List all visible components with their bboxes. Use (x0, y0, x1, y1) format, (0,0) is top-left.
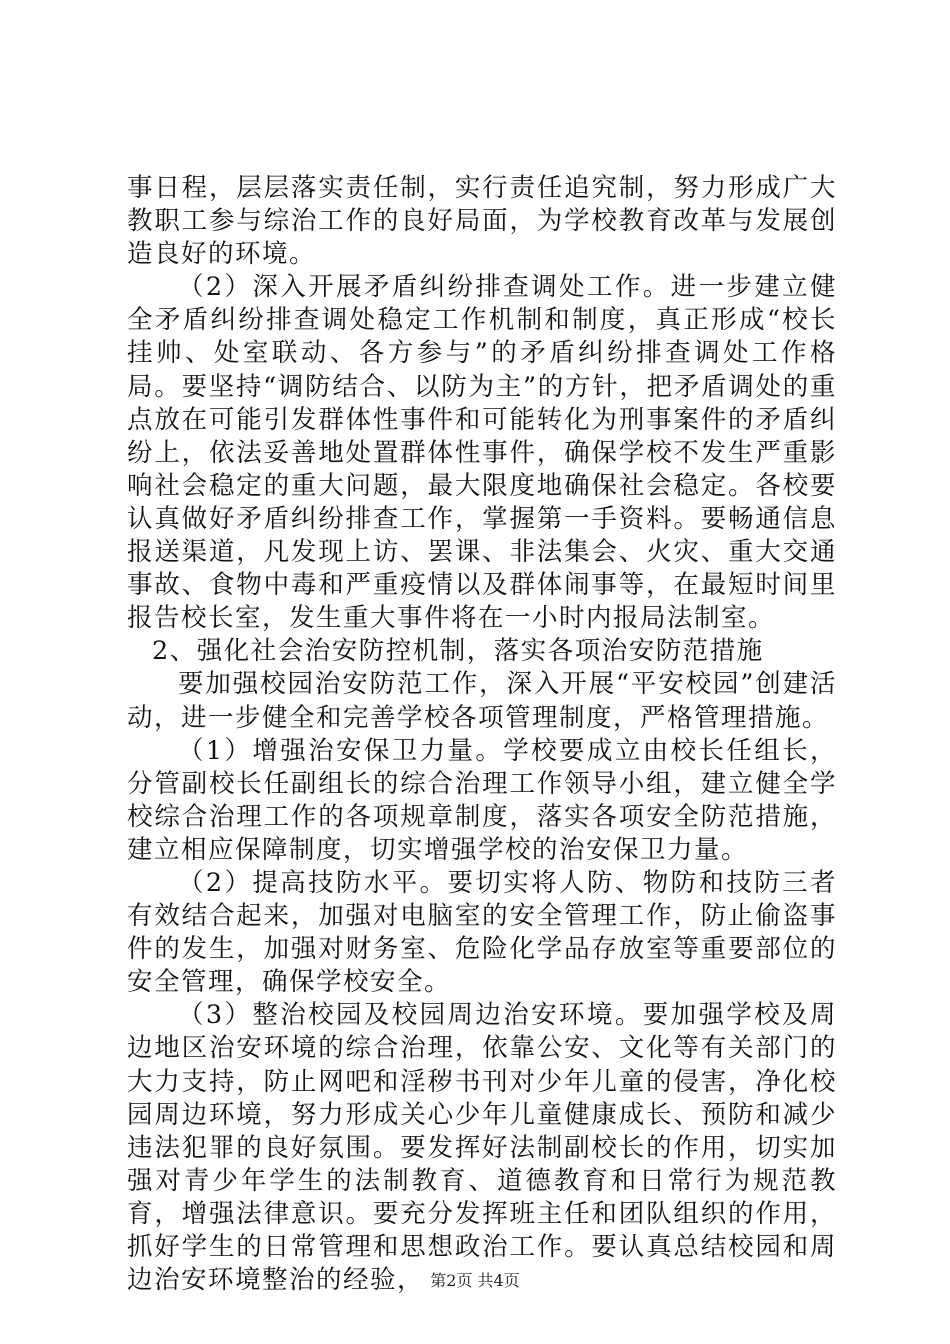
paragraph-item-3-campus: （3）整治校园及校园周边治安环境。要加强学校及周边地区治安环境的综合治理，依靠公安、文化等有关部门的大力支持，防止网吧和淫秽书刊对少年儿童的侵害，净化校园周边环境，努力形成关心少年儿童健康成长、预防和减少违法犯罪的良好氛围。要发挥好法制副校长的作用，切实加强对青少年学生的法制教育、道德教育和日常行为规范教育，增强法律意识。要充分发挥班主任和团队组织的作用，抓好学生的日常管理和思想政治工作。要认真总结校园和周边治安环境整治的经验， (127, 1000, 837, 1296)
paragraph-section-intro: 要加强校园治安防范工作，深入开展“平安校园”创建活动，进一步健全和完善学校各项管理制度，严格管理措施。 (127, 669, 837, 733)
paragraph-continuation: 事日程，层层落实责任制，实行责任追究制，努力形成广大教职工参与综治工作的良好局面，为学校教育改革与发展创造良好的环境。 (127, 173, 837, 270)
paragraph-item-2-tech: （2）提高技防水平。要切实将人防、物防和技防三者有效结合起来，加强对电脑室的安全管理工作，防止偷盗事件的发生，加强对财务室、危险化学品存放室等重要部位的安全管理，确保学校安全。 (127, 867, 837, 998)
document-body (127, 172, 837, 1297)
page-number-footer: 第2页 共4页 (430, 1271, 520, 1290)
section-heading-2: 2、强化社会治安防控机制，落实各项治安防范措施 (152, 636, 764, 667)
paragraph-item-1-security: （1）增强治安保卫力量。学校要成立由校长任组长，分管副校长任副组长的综合治理工作领导小组，建立健全学校综合治理工作的各项规章制度，落实各项安全防范措施，建立相应保障制度，切实增强学校的治安保卫力量。 (127, 735, 837, 865)
paragraph-item-2-dispute: （2）深入开展矛盾纠纷排查调处工作。进一步建立健全矛盾纠纷排查调处稳定工作机制和制度，真正形成“校长挂帅、处室联动、各方参与”的矛盾纠纷排查调处工作格局。要坚持“调防结合、以防为主”的方针，把矛盾调处的重点放在可能引发群体性事件和可能转化为刑事案件的矛盾纠纷上，依法妥善地处置群体性事件，确保学校不发生严重影响社会稳定的重大问题，最大限度地确保社会稳定。各校要认真做好矛盾纠纷排查工作，掌握第一手资料。要畅通信息报送渠道，凡发现上访、罢课、非法集会、火灾、重大交通事故、食物中毒和严重疫情以及群体闹事等，在最短时间里报告校长室，发生重大事件将在一小时内报局法制室。 (127, 272, 837, 634)
